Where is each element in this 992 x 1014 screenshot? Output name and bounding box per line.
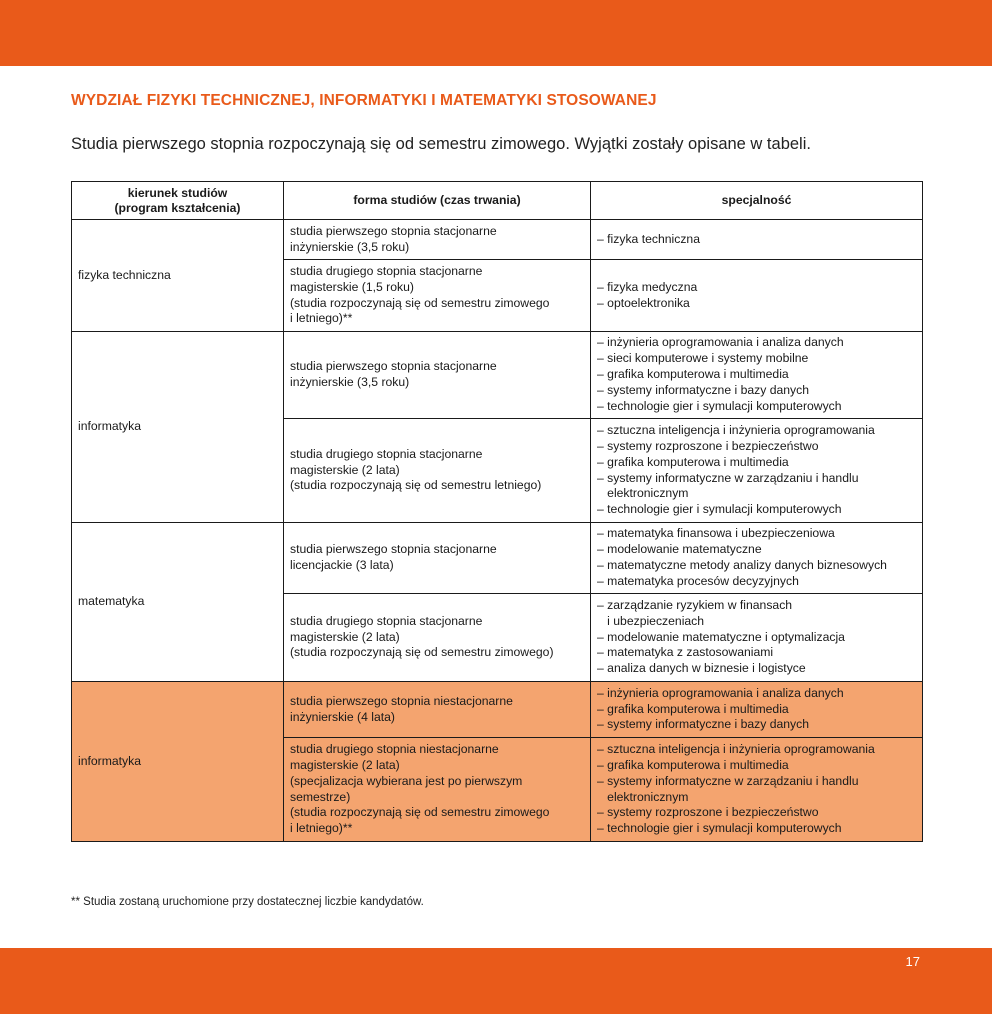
- forma-cell: studia drugiego stopnia niestacjonarne magisterskie (2 lata) (specjalizacja wybierana jest po pierwszym semestrze) (studia rozpoczynają się od semestru zimowego i letniego)**: [284, 738, 591, 842]
- kierunek-cell: fizyka techniczna: [72, 220, 284, 332]
- kierunek-cell: informatyka: [72, 682, 284, 842]
- table-row: [72, 220, 923, 260]
- specjalnosc-cell: – fizyka medyczna – optoelektronika: [591, 260, 923, 332]
- specjalnosc-cell: – sztuczna inteligencja i inżynieria oprogramowania – grafika komputerowa i multimedia – systemy informatyczne w zarządzaniu i handlu elektronicznym – systemy rozproszone i bezpieczeństwo – technologie gier i symulacji komputerowych: [591, 738, 923, 842]
- page-title: WYDZIAŁ FIZYKI TECHNICZNEJ, INFORMATYKI I MATEMATYKI STOSOWANEJ: [71, 92, 657, 109]
- top-band: [0, 0, 992, 66]
- header-specjalnosc: specjalność: [591, 182, 923, 220]
- specjalnosc-cell: – fizyka techniczna: [591, 220, 923, 260]
- kierunek-cell: matematyka: [72, 523, 284, 682]
- studies-table: [71, 181, 923, 842]
- forma-cell: studia drugiego stopnia stacjonarne magisterskie (2 lata) (studia rozpoczynają się od semestru letniego): [284, 419, 591, 523]
- page-number: 17: [905, 954, 920, 969]
- specjalnosc-cell: – inżynieria oprogramowania i analiza danych – grafika komputerowa i multimedia – systemy informatyczne i bazy danych: [591, 682, 923, 738]
- table-row: [72, 523, 923, 594]
- header-forma: forma studiów (czas trwania): [284, 182, 591, 220]
- specjalnosc-cell: – matematyka finansowa i ubezpieczeniowa – modelowanie matematyczne – matematyczne metody analizy danych biznesowych – matematyka procesów decyzyjnych: [591, 523, 923, 594]
- forma-cell: studia pierwszego stopnia niestacjonarne inżynierskie (4 lata): [284, 682, 591, 738]
- forma-cell: studia drugiego stopnia stacjonarne magisterskie (2 lata) (studia rozpoczynają się od semestru zimowego): [284, 594, 591, 682]
- table-row: [72, 682, 923, 738]
- bottom-band: [0, 948, 992, 1014]
- kierunek-cell: informatyka: [72, 332, 284, 523]
- table-header-row: [72, 182, 923, 220]
- header-kierunek: kierunek studiów (program kształcenia): [72, 182, 284, 220]
- forma-cell: studia pierwszego stopnia stacjonarne licencjackie (3 lata): [284, 523, 591, 594]
- forma-cell: studia drugiego stopnia stacjonarne magisterskie (1,5 roku) (studia rozpoczynają się od semestru zimowego i letniego)**: [284, 260, 591, 332]
- specjalnosc-cell: – inżynieria oprogramowania i analiza danych – sieci komputerowe i systemy mobilne – grafika komputerowa i multimedia – systemy informatyczne i bazy danych – technologie gier i symulacji komputerowych: [591, 332, 923, 419]
- intro-text: Studia pierwszego stopnia rozpoczynają się od semestru zimowego. Wyjątki zostały opisane w tabeli.: [71, 135, 811, 153]
- forma-cell: studia pierwszego stopnia stacjonarne inżynierskie (3,5 roku): [284, 220, 591, 260]
- forma-cell: studia pierwszego stopnia stacjonarne inżynierskie (3,5 roku): [284, 332, 591, 419]
- table-row: [72, 332, 923, 419]
- specjalnosc-cell: – zarządzanie ryzykiem w finansach i ubezpieczeniach – modelowanie matematyczne i optymalizacja – matematyka z zastosowaniami – analiza danych w biznesie i logistyce: [591, 594, 923, 682]
- footnote: ** Studia zostaną uruchomione przy dostatecznej liczbie kandydatów.: [71, 896, 424, 908]
- specjalnosc-cell: – sztuczna inteligencja i inżynieria oprogramowania – systemy rozproszone i bezpieczeństwo – grafika komputerowa i multimedia – systemy informatyczne w zarządzaniu i handlu elektronicznym – technologie gier i symulacji komputerowych: [591, 419, 923, 523]
